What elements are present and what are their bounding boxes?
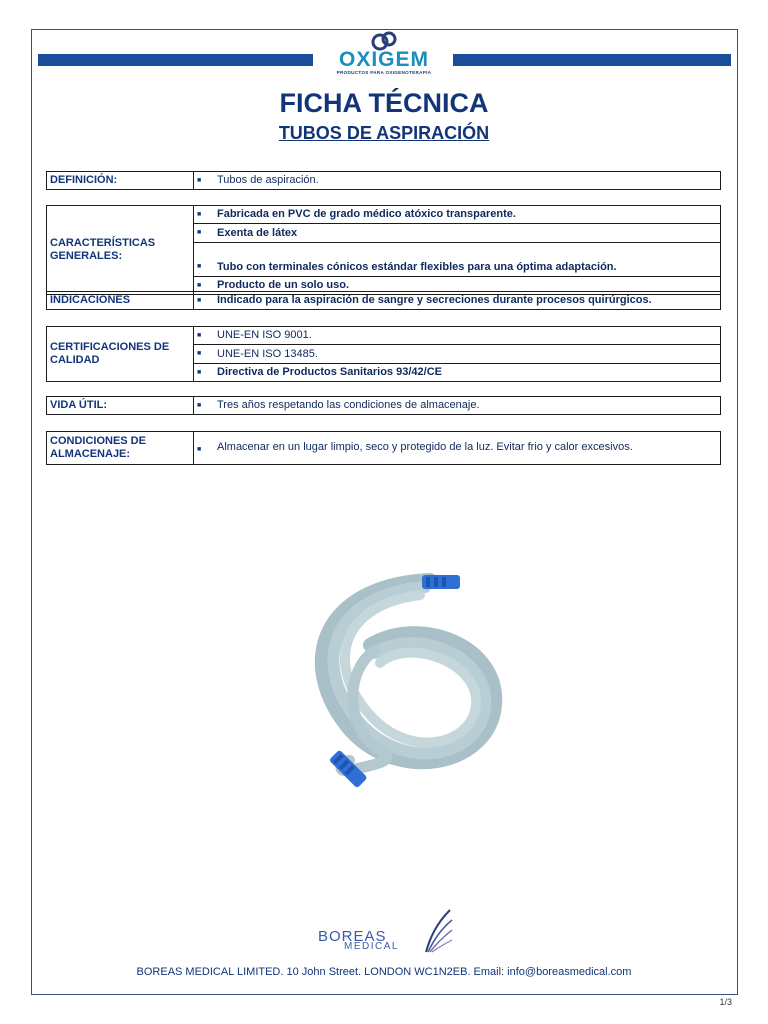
bullet-icon: ■ bbox=[197, 350, 202, 358]
bullet-icon: ■ bbox=[197, 368, 202, 376]
caracteristicas-table bbox=[46, 205, 721, 295]
caracteristicas-item: Tubo con terminales cónicos estándar flexibles para una óptima adaptación. bbox=[217, 260, 617, 273]
vida-util-label: VIDA ÚTIL: bbox=[47, 397, 194, 415]
bullet-icon: ■ bbox=[197, 177, 202, 184]
caracteristicas-item: Exenta de látex bbox=[217, 226, 298, 239]
boreas-wordmark: BOREAS bbox=[318, 928, 387, 945]
connector-top bbox=[422, 575, 460, 589]
boreas-medical-logo bbox=[318, 908, 458, 956]
vida-util-table bbox=[46, 396, 721, 415]
oxigem-logo bbox=[318, 30, 450, 82]
caracteristicas-label: CARACTERÍSTICAS GENERALES: bbox=[47, 206, 194, 295]
header-band-left bbox=[38, 54, 313, 66]
condiciones-label: CONDICIONES DE ALMACENAJE: bbox=[47, 432, 194, 465]
definicion-table bbox=[46, 171, 721, 190]
page-title: FICHA TÉCNICA bbox=[279, 88, 489, 118]
condiciones-table bbox=[46, 431, 721, 465]
caracteristicas-item: Producto de un solo uso. bbox=[217, 279, 349, 292]
certificaciones-label: CERTIFICACIONES DE CALIDAD bbox=[47, 327, 194, 382]
page-number: 1/3 bbox=[719, 997, 732, 1007]
definicion-item: Tubos de aspiración. bbox=[217, 174, 319, 187]
header-band-right bbox=[453, 54, 731, 66]
indicaciones-table bbox=[46, 291, 721, 310]
indicaciones-label: INDICACIONES bbox=[47, 292, 194, 310]
boreas-submark: MEDICAL bbox=[344, 941, 399, 952]
logo-wordmark: OXIGEM bbox=[338, 48, 429, 71]
bullet-icon: ■ bbox=[197, 211, 202, 218]
vida-util-item: Tres años respetando las condiciones de almacenaje. bbox=[217, 399, 480, 412]
footer-address: BOREAS MEDICAL LIMITED. 10 John Street. LONDON WC1N2EB. Email: info@boreasmedical.com bbox=[136, 966, 632, 978]
certificaciones-item: UNE-EN ISO 9001. bbox=[217, 329, 312, 342]
certificaciones-item: Directiva de Productos Sanitarios 93/42/CE bbox=[217, 366, 442, 379]
bullet-icon: ■ bbox=[197, 229, 202, 237]
bullet-icon: ■ bbox=[197, 402, 202, 409]
caracteristicas-item: Fabricada en PVC de grado médico atóxico transparente. bbox=[217, 208, 516, 221]
page-subtitle: TUBOS DE ASPIRACIÓN bbox=[278, 123, 490, 143]
bullet-icon: ■ bbox=[197, 281, 202, 289]
bullet-icon: ■ bbox=[197, 332, 202, 339]
bullet-icon: ■ bbox=[197, 445, 202, 453]
definicion-label: DEFINICIÓN: bbox=[47, 172, 194, 190]
suction-tube-product-image bbox=[200, 545, 610, 815]
certificaciones-table bbox=[46, 326, 721, 382]
condiciones-item: Almacenar en un lugar limpio, seco y protegido de la luz. Evitar frio y calor excesivos. bbox=[217, 440, 633, 453]
certificaciones-item: UNE-EN ISO 13485. bbox=[217, 347, 318, 360]
wing-icon bbox=[422, 908, 454, 954]
logo-tagline: PRODUCTOS PARA OXIGENOTERAPIA bbox=[336, 70, 432, 75]
indicaciones-item: Indicado para la aspiración de sangre y secreciones durante procesos quirúrgicos. bbox=[217, 294, 652, 307]
bullet-icon: ■ bbox=[197, 263, 202, 271]
bullet-icon: ■ bbox=[197, 297, 202, 304]
